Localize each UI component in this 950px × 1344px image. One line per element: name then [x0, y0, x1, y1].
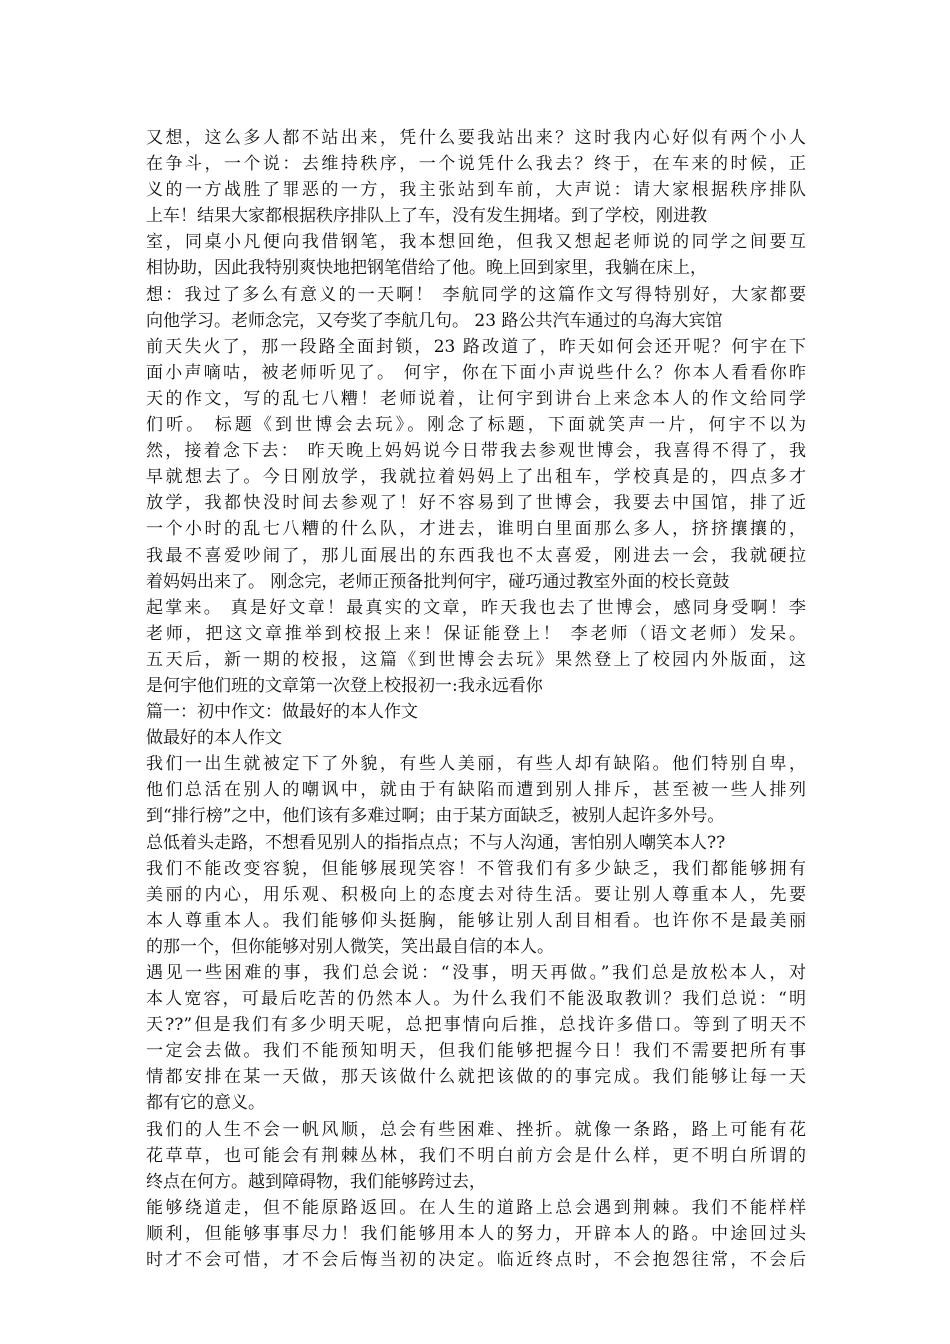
text-line: 篇一：初中作文：做最好的本人作文: [146, 702, 418, 723]
text-line: 遇见一些困难的事，我们总会说：“没事，明天再做。”我们总是放松本人，对: [146, 963, 806, 983]
text-line: 本人尊重本人。我们能够仰头挺胸，能够让别人刮目相看。也许你不是最美丽: [146, 910, 806, 931]
text-line: 然，接着念下去： 昨天晚上妈妈说今日带我去参观世博会，我喜得不得了，我: [146, 441, 806, 462]
text-line: 早就想去了。今日刚放学，我就拉着妈妈上了出租车，学校真是的，四点多才: [146, 467, 806, 488]
text-line: 情都安排在某一天做，那天该做什么就把该做的的事完成。我们能够让每一天: [146, 1067, 806, 1088]
text-line: 在争斗，一个说：去维持秩序，一个说凭什么我去？终于，在车来的时候，正: [146, 154, 806, 175]
text-line: 相协助，因此我特别爽快地把钢笔借给了他。晚上回到家里，我躺在床上，: [146, 258, 707, 279]
text-line: 终点在何方。越到障碍物，我们能够跨过去，: [146, 1171, 486, 1192]
text-line: 做最好的本人作文: [146, 728, 282, 749]
text-line: 起掌来。 真是好文章！最真实的文章，昨天我也去了世博会，感同身受啊！李: [146, 597, 806, 618]
document-page: [146, 125, 806, 1273]
text-line: 老师，把这文章推举到校报上来！保证能登上！ 李老师（语文老师）发呆。: [146, 623, 806, 644]
text-line: 义的一方战胜了罪恶的一方，我主张站到车前，大声说：请大家根据秩序排队: [146, 180, 806, 201]
text-line: 总低着头走路，不想看见别人的指指点点；不与人沟通，害怕别人嘲笑本人??: [146, 832, 726, 853]
text-line: 室，同桌小凡便向我借钢笔，我本想回绝，但我又想起老师说的同学之间要互: [146, 232, 806, 253]
text-line: 前天失火了，那一段路全面封锁，23 路改道了，昨天如何会还开呢？何宇在下: [146, 336, 806, 357]
text-line: 时才不会可惜，才不会后悔当初的决定。临近终点时，不会抱怨往常，不会后: [146, 1250, 806, 1271]
text-line: 到“排行榜”之中，他们该有多难过啊；由于某方面缺乏，被别人起许多外号。: [146, 806, 725, 827]
text-line: 向他学习。老师念完，又夸奖了李航几句。 23 路公共汽车通过的乌海大宾馆: [146, 310, 723, 331]
text-line: 都有它的意义。: [146, 1093, 265, 1114]
text-line: 天的作文，写的乱七八糟！老师说着，让何宇到讲台上来念本人的作文给同学: [146, 388, 806, 409]
text-line: 我最不喜爱吵闹了，那儿面展出的东西我也不太喜爱，刚进去一会，我就硬拉: [146, 545, 806, 566]
text-line: 能够绕道走，但不能原路返回。在人生的道路上总会遇到荆棘。我们不能样样: [146, 1197, 806, 1218]
text-line: 面小声嘀咕，被老师听见了。 何宇，你在下面小声说些什么？你本人看看你昨: [146, 362, 806, 383]
text-line: 天??”但是我们有多少明天呢，总把事情向后推，总找许多借口。等到了明天不: [146, 1015, 806, 1036]
text-line: 顺利，但能够事事尽力！我们能够用本人的努力，开辟本人的路。中途回过头: [146, 1223, 806, 1244]
text-line: 我们不能改变容貌，但能够展现笑容！不管我们有多少缺乏，我们都能够拥有: [146, 858, 806, 879]
text-line: 本人宽容，可最后吃苦的仍然本人。为什么我们不能汲取教训？我们总说：“明: [146, 989, 806, 1010]
text-line: 我们的人生不会一帆风顺，总会有些困难、挫折。就像一条路，路上可能有花: [146, 1119, 806, 1140]
text-line: 花草草，也可能会有荆棘丛林，我们不明白前方会是什么样，更不明白所谓的: [146, 1145, 806, 1166]
text-line: 他们总活在别人的嘲讽中，就由于有缺陷而遭到别人排斥，甚至被一些人排列: [146, 780, 806, 801]
text-line: 又想，这么多人都不站出来，凭什么要我站出来？这时我内心好似有两个小人: [146, 128, 806, 148]
text-line: 一个小时的乱七八糟的什么队，才进去，谁明白里面那么多人，挤挤攘攘的，: [146, 519, 806, 540]
text-line: 美丽的内心，用乐观、积极向上的态度去对待生活。要让别人尊重本人，先要: [146, 884, 806, 905]
text-line: 的那一个，但你能够对别人微笑，笑出最自信的本人。: [146, 936, 554, 957]
text-line: 五天后，新一期的校报，这篇《到世博会去玩》果然登上了校园内外版面，这: [146, 649, 806, 670]
text-line: 们听。 标题《到世博会去玩》。刚念了标题，下面就笑声一片，何宇不以为: [146, 415, 806, 436]
text-line: 上车！结果大家都根据秩序排队上了车，没有发生拥堵。到了学校，刚进教: [146, 206, 707, 227]
text-line: 是何宇他们班的文章第一次登上校报初一:我永远看你: [146, 675, 543, 696]
text-line: 想：我过了多么有意义的一天啊！ 李航同学的这篇作文写得特别好，大家都要: [146, 284, 806, 305]
text-line: 放学，我都快没时间去参观了！好不容易到了世博会，我要去中国馆，排了近: [146, 493, 806, 514]
text-line: 一定会去做。我们不能预知明天，但我们能够把握今日！我们不需要把所有事: [146, 1041, 806, 1062]
text-line: 我们一出生就被定下了外貌，有些人美丽，有些人却有缺陷。他们特别自卑，: [146, 754, 806, 775]
text-line: 着妈妈出来了。 刚念完，老师正预备批判何宇，碰巧通过教室外面的校长竟鼓: [146, 571, 730, 592]
